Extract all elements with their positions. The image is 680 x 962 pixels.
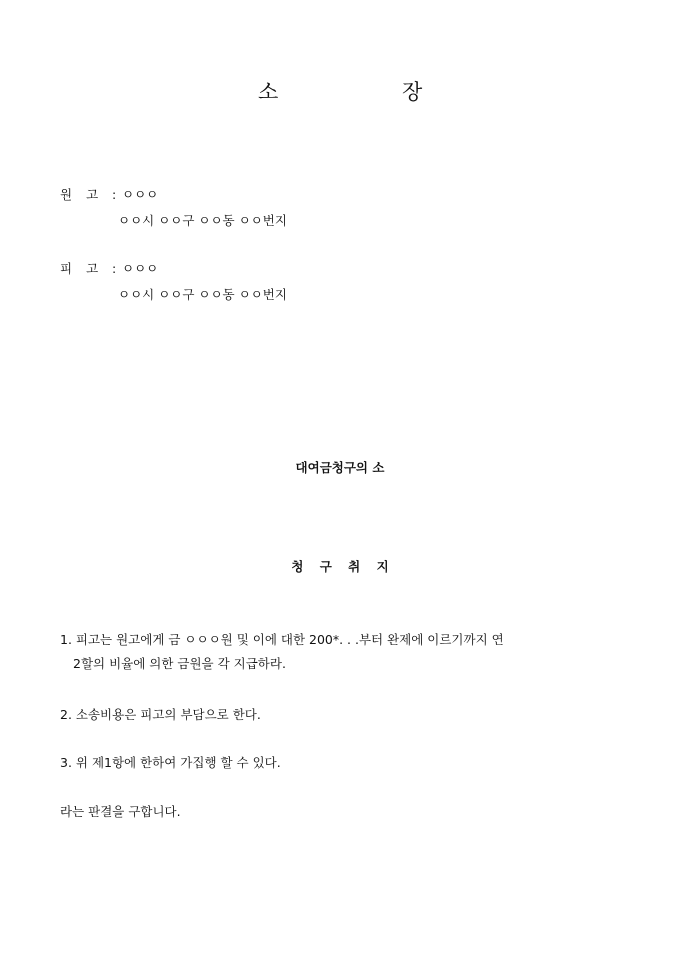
plaintiff-name: ㅇㅇㅇ — [122, 187, 159, 202]
case-title: 대여금청구의 소 — [295, 460, 385, 475]
claim-1-line-1: 1. 피고는 원고에게 금 ㅇㅇㅇ원 및 이에 대한 200*. . .부터 완제에 이르기까지 연 — [60, 632, 504, 647]
defendant-label-char-2: 고 — [86, 261, 99, 276]
title-part-2: 장 — [402, 80, 423, 104]
defendant-block — [60, 262, 287, 302]
claim-item-3: 3. 위 제1항에 한하여 가집행 할 수 있다. — [60, 755, 281, 770]
defendant-address: ㅇㅇ시 ㅇㅇ구 ㅇㅇ동 ㅇㅇ번지 — [118, 287, 287, 302]
plaintiff-label — [60, 188, 112, 202]
plaintiff-label-char-2: 고 — [86, 187, 99, 202]
plaintiff-address: ㅇㅇ시 ㅇㅇ구 ㅇㅇ동 ㅇㅇ번지 — [118, 213, 287, 228]
defendant-label-char-1: 피 — [60, 261, 73, 276]
claim-item-2: 2. 소송비용은 피고의 부담으로 한다. — [60, 707, 261, 722]
plaintiff-label-char-1: 원 — [60, 187, 73, 202]
defendant-name: ㅇㅇㅇ — [122, 261, 159, 276]
claim-heading: 청 구 취 지 — [291, 559, 389, 574]
plaintiff-block — [60, 188, 287, 228]
defendant-colon: : — [112, 261, 117, 276]
claim-1-line-2: 2할의 비율에 의한 금원을 각 지급하라. — [73, 656, 286, 671]
title-part-1: 소 — [258, 80, 279, 104]
closing-statement: 라는 판결을 구합니다. — [60, 804, 181, 819]
plaintiff-colon: : — [112, 187, 117, 202]
defendant-label — [60, 262, 112, 276]
document-title — [0, 76, 680, 106]
claim-item-1 — [60, 628, 630, 676]
